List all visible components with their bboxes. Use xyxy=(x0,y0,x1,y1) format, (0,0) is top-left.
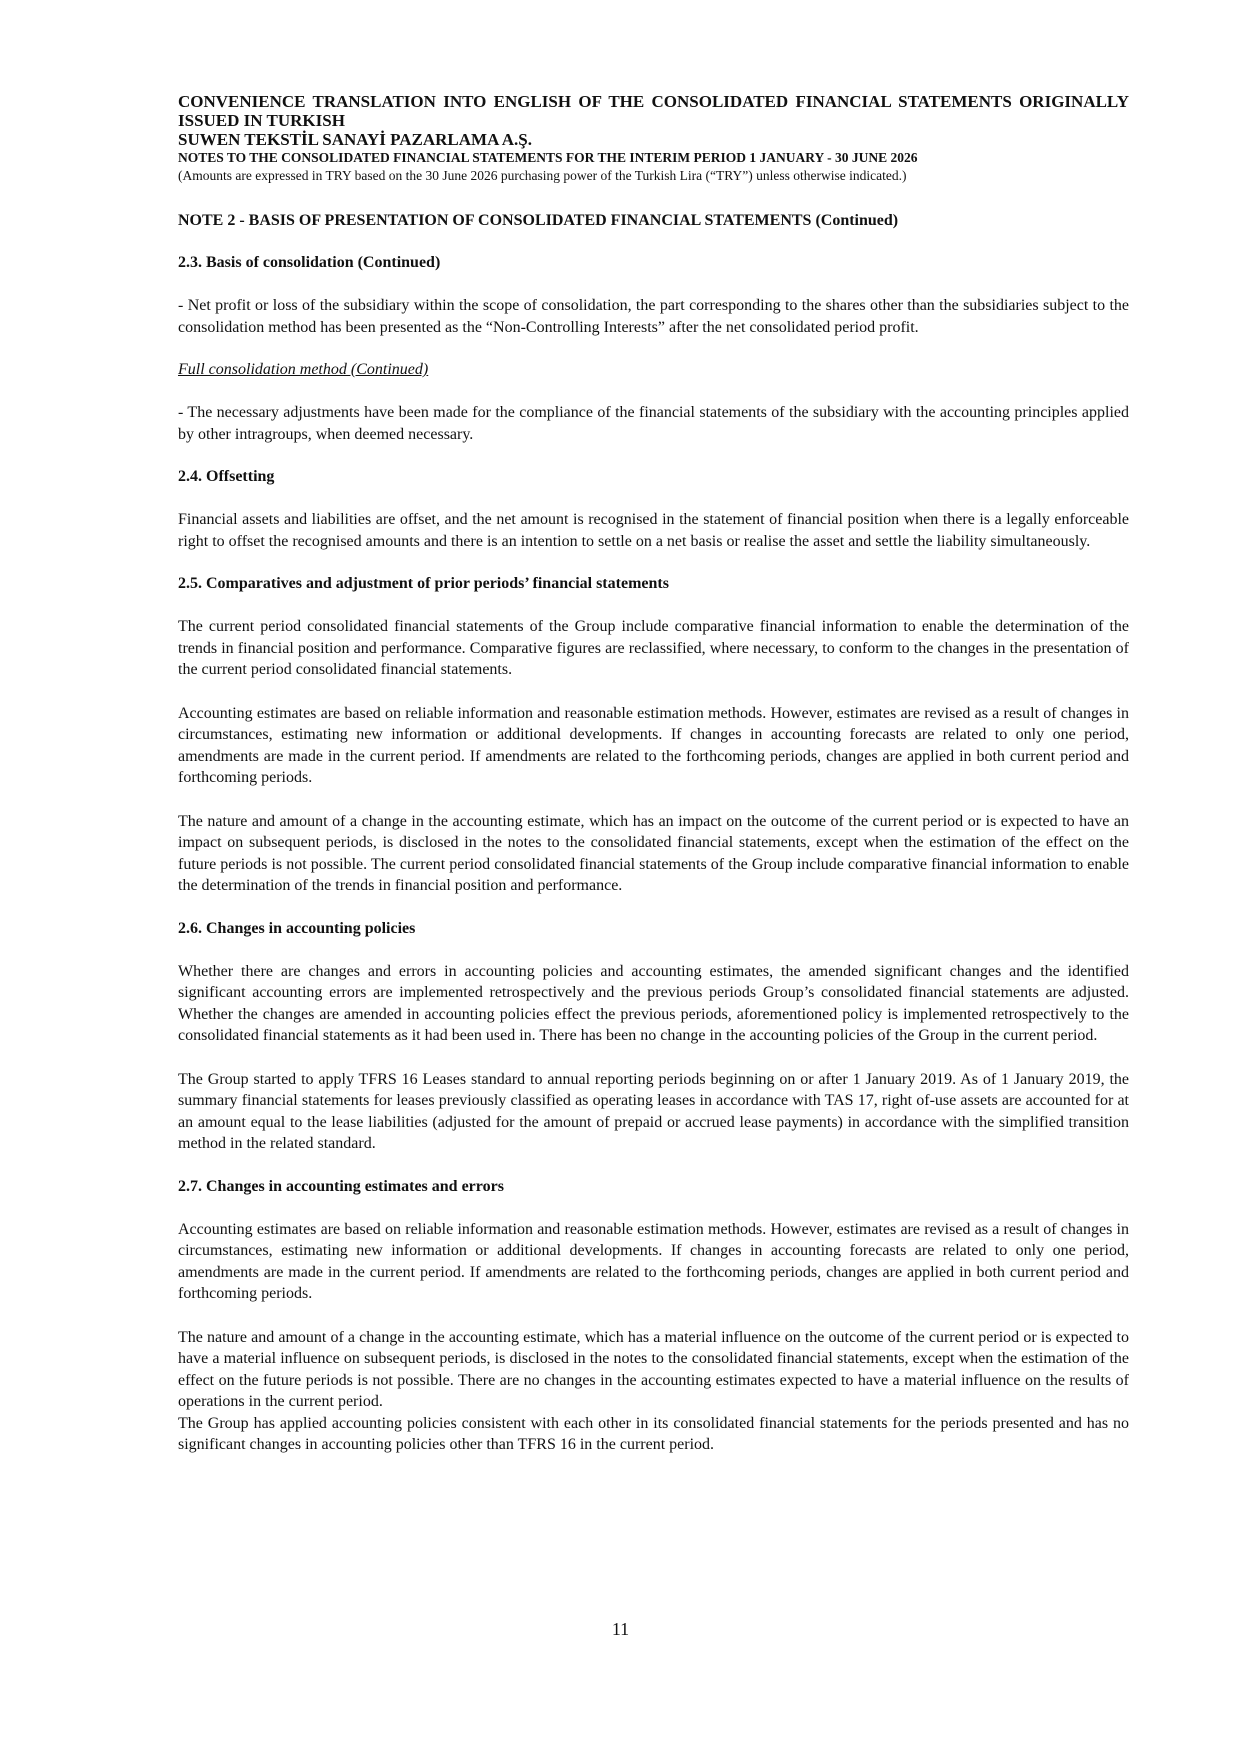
page-number: 11 xyxy=(611,1619,630,1639)
paragraph: The nature and amount of a change in the accounting estimate, which has an impact on the outcome of the current period or is expected to have an impact on subsequent periods, is disclosed in the notes to the consolidated financial statements, except when the estimation of the effect on the future periods is not possible. The current period consolidated financial statements of the Group include comparative financial information to enable the determination of the trends in financial position and performance. xyxy=(178,812,1129,894)
section-heading-2-5: 2.5. Comparatives and adjustment of prior periods’ financial statements xyxy=(178,575,669,592)
paragraph: The Group started to apply TFRS 16 Leases standard to annual reporting periods beginning on or after 1 January 2019. As of 1 January 2019, the summary financial statements for leases previously classified as operating leases in accordance with TAS 17, right of-use assets are accounted for at an amount equal to the lease liabilities (adjusted for the amount of prepaid or accrued lease payments) in accordance with the simplified transition method in the related standard. xyxy=(178,1070,1129,1152)
notes-period-title: NOTES TO THE CONSOLIDATED FINANCIAL STATEMENTS FOR THE INTERIM PERIOD 1 JANUARY - 30 JUNE 2026 xyxy=(178,150,918,165)
paragraph: The Group has applied accounting policies consistent with each other in its consolidated financial statements for the periods presented and has no significant changes in accounting policies other than TFRS 16 in the current period. xyxy=(178,1414,1129,1453)
sub-heading-full-consolidation: Full consolidation method (Continued) xyxy=(178,361,429,378)
paragraph: - Net profit or loss of the subsidiary within the scope of consolidation, the part corresponding to the shares other than the subsidiaries subject to the consolidation method has been presented as the “Non-Controlling Interests” after the net consolidated period profit. xyxy=(178,297,1129,336)
paragraph: Accounting estimates are based on reliable information and reasonable estimation methods. However, estimates are revised as a result of changes in circumstances, estimating new information or additional developments. If changes in accounting forecasts are related to only one period, amendments are made in the current period. If amendments are related to the forthcoming periods, changes are applied in both current period and forthcoming periods. xyxy=(178,1220,1129,1302)
section-heading-2-6: 2.6. Changes in accounting policies xyxy=(178,919,416,937)
translation-title: CONVENIENCE TRANSLATION INTO ENGLISH OF THE CONSOLIDATED FINANCIAL STATEMENTS ORIGINALLY ISSUED IN TURKISH xyxy=(178,92,1129,130)
paragraph: Whether there are changes and errors in accounting policies and accounting estimates, the amended significant changes and the identified significant accounting errors are implemented retrospectively and the previous periods Group’s consolidated financial statements are adjusted. Whether the changes are amended in accounting policies effect the previous periods, aforementioned policy is implemented retrospectively to the consolidated financial statements as it had been used in. There has been no change in the accounting policies of the Group in the current period. xyxy=(178,962,1129,1044)
section-heading-2-4: 2.4. Offsetting xyxy=(178,468,275,485)
document-header xyxy=(178,92,1129,185)
document-page xyxy=(178,92,1129,1456)
paragraph: Financial assets and liabilities are offset, and the net amount is recognised in the statement of financial position when there is a legally enforceable right to offset the recognised amounts and there is an intention to settle on a net basis or realise the asset and settle the liability simultaneously. xyxy=(178,511,1129,550)
paragraph: The nature and amount of a change in the accounting estimate, which has a material influence on the outcome of the current period or is expected to have a material influence on subsequent periods, is disclosed in the notes to the consolidated financial statements, except when the estimation of the effect on the future periods is not possible. There are no changes in the accounting estimates expected to have a material influence on the results of operations in the current period. xyxy=(178,1328,1129,1410)
paragraph: Accounting estimates are based on reliable information and reasonable estimation methods. However, estimates are revised as a result of changes in circumstances, estimating new information or additional developments. If changes in accounting forecasts are related to only one period, amendments are made in the current period. If amendments are related to the forthcoming periods, changes are applied in both current period and forthcoming periods. xyxy=(178,704,1129,786)
note-title: NOTE 2 - BASIS OF PRESENTATION OF CONSOLIDATED FINANCIAL STATEMENTS (Continued) xyxy=(178,212,899,229)
section-heading-2-7: 2.7. Changes in accounting estimates and errors xyxy=(178,1177,504,1195)
company-name: SUWEN TEKSTİL SANAYİ PAZARLAMA A.Ş. xyxy=(178,130,532,149)
paragraph: - The necessary adjustments have been made for the compliance of the financial statements of the subsidiary with the accounting principles applied by other intragroups, when deemed necessary. xyxy=(178,404,1129,443)
section-heading-2-3: 2.3. Basis of consolidation (Continued) xyxy=(178,254,441,271)
amounts-note: (Amounts are expressed in TRY based on the 30 June 2026 purchasing power of the Turkish Lira (“TRY”) unless otherwise indicated.) xyxy=(178,168,907,183)
paragraph: The current period consolidated financial statements of the Group include comparative financial information to enable the determination of the trends in financial position and performance. Comparative figures are reclassified, where necessary, to conform to the changes in the presentation of the current period consolidated financial statements. xyxy=(178,618,1129,678)
